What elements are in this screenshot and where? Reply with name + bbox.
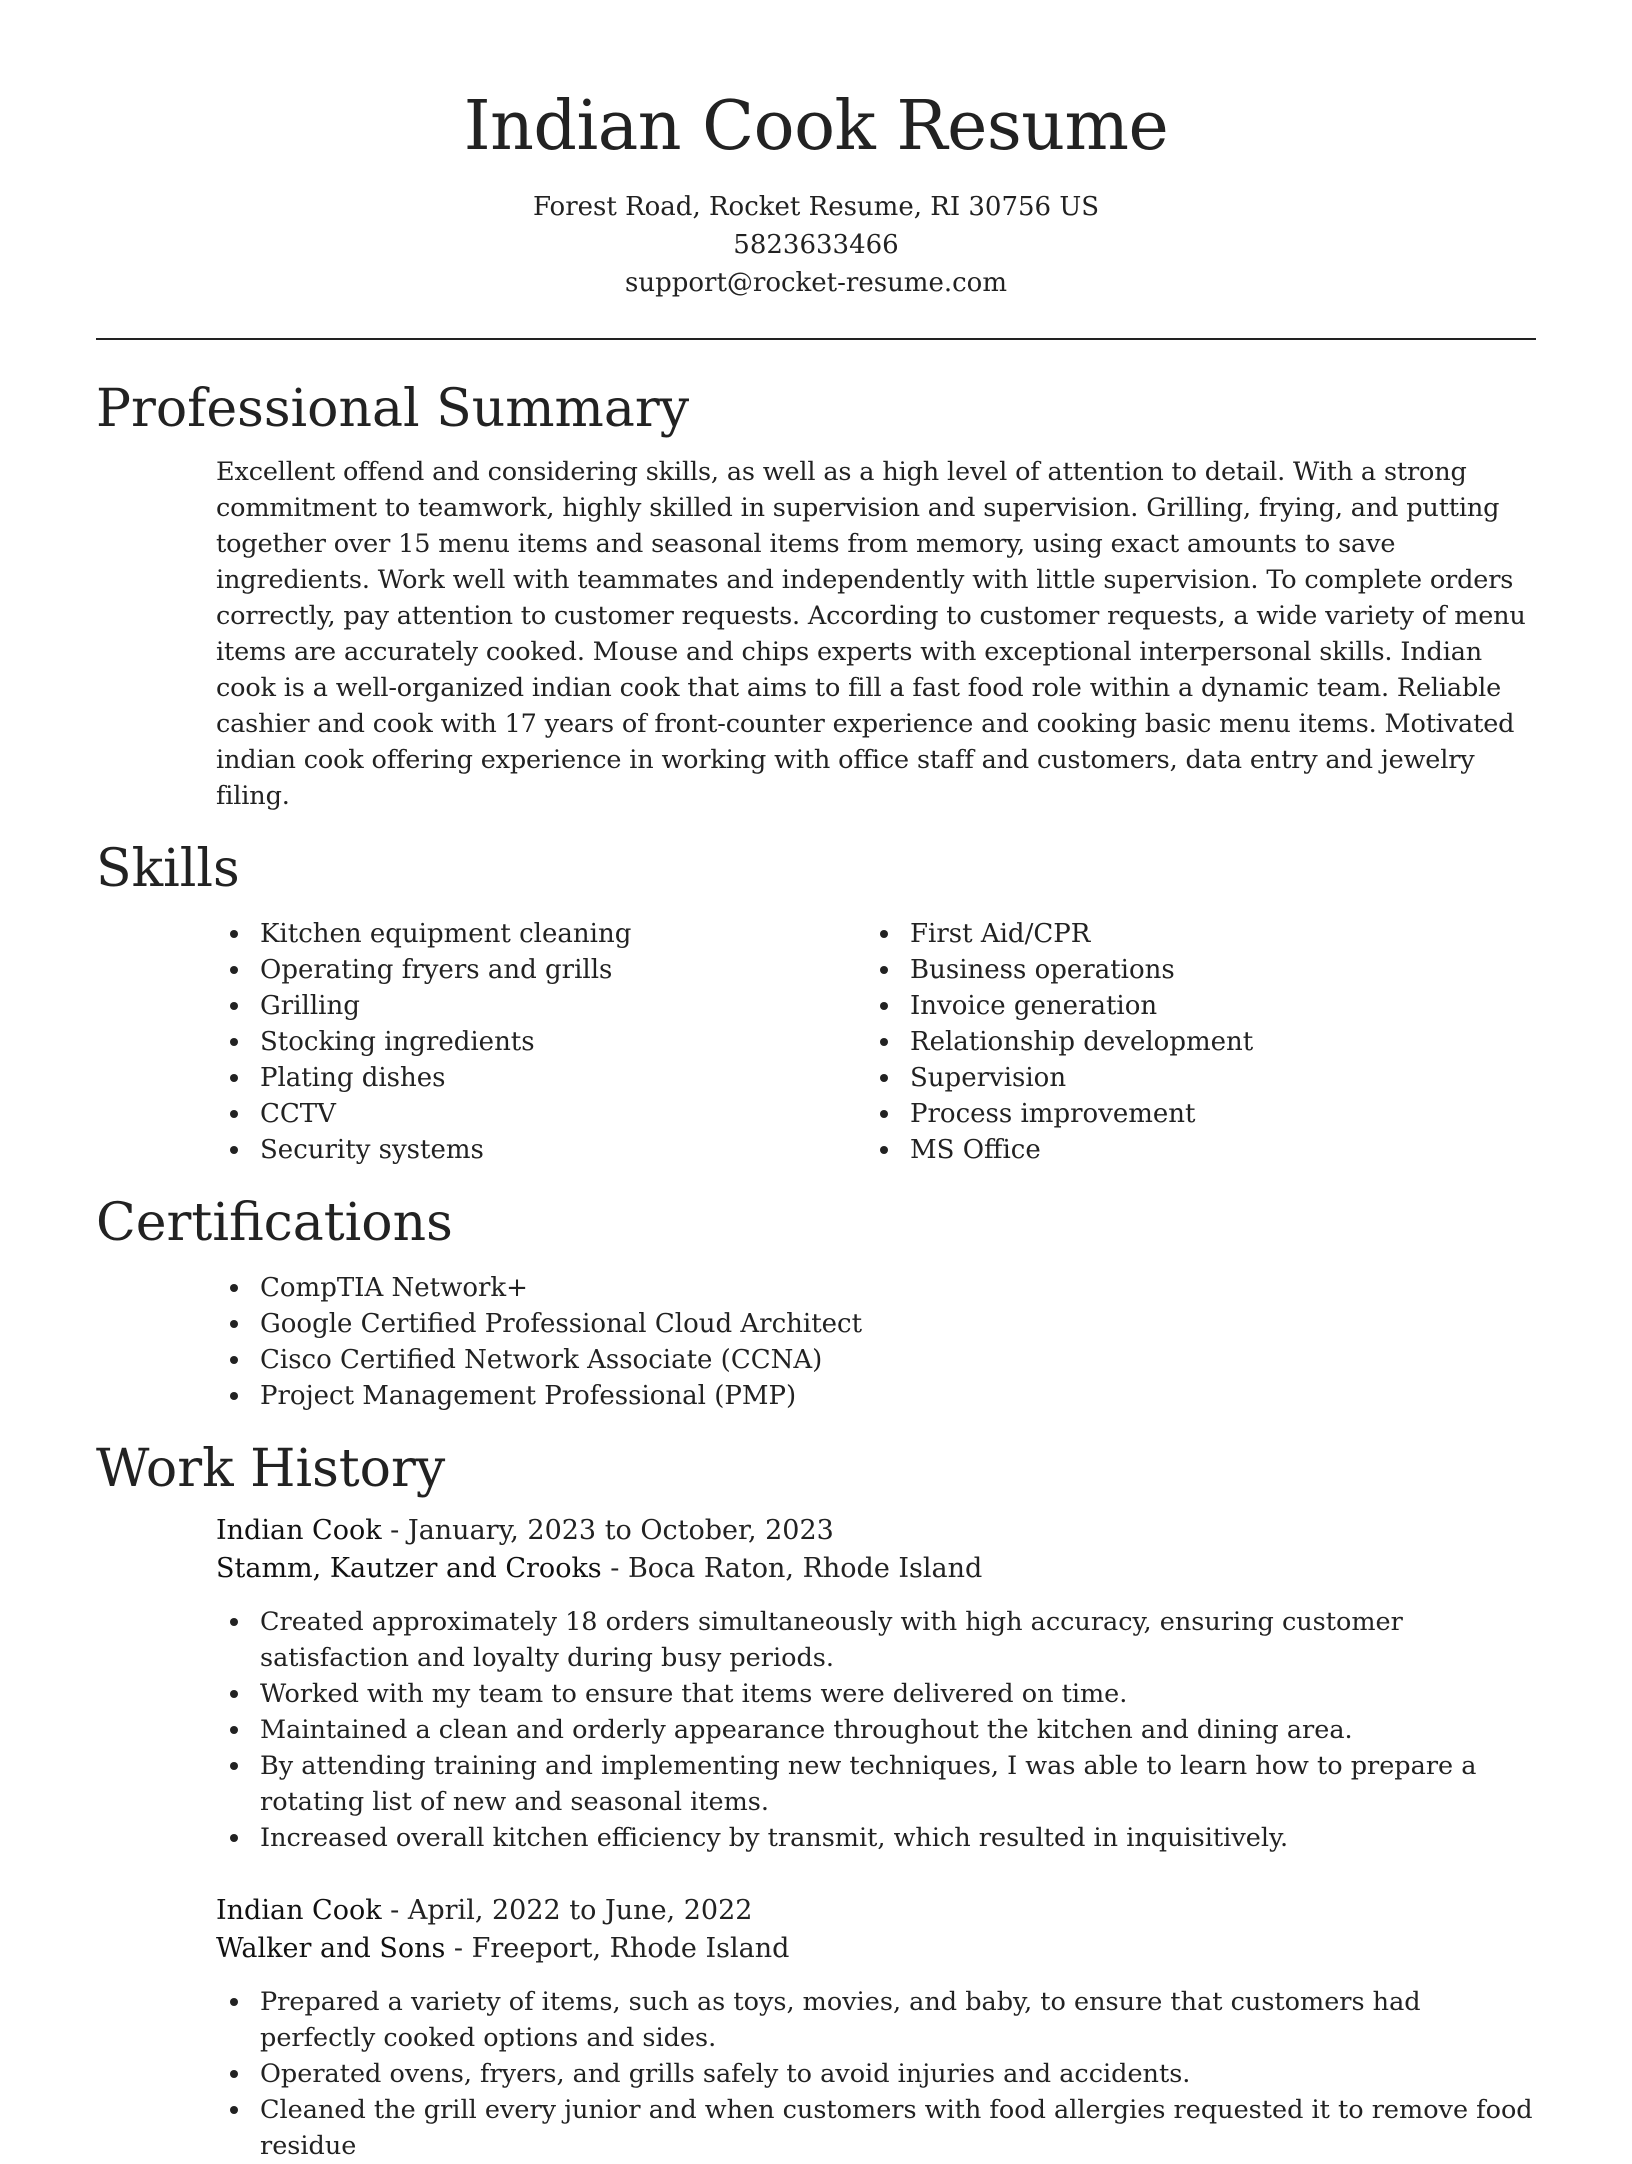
duty-item: Maintained a clean and orderly appearance throughout the kitchen and dining area.: [260, 1712, 1536, 1748]
resume-title: Indian Cook Resume: [463, 87, 1169, 166]
duty-item: By attending training and implementing new techniques, I was able to learn how to prepare a rotating list of new and seasonal items.: [260, 1748, 1536, 1820]
job-duties-list: [216, 1604, 1536, 1856]
skill-item: Kitchen equipment cleaning: [260, 916, 746, 952]
certifications-list: [96, 1270, 1536, 1414]
job-dates: - April, 2022 to June, 2022: [381, 1895, 753, 1926]
duty-item: Cleaned the grill every junior and when customers with food allergies requested it to remove food residue: [260, 2092, 1536, 2164]
duty-item: Worked with my team to ensure that items were delivered on time.: [260, 1676, 1536, 1712]
certification-item: Cisco Certified Network Associate (CCNA): [260, 1342, 1536, 1378]
skills-columns: [96, 916, 1536, 1168]
certification-item: Project Management Professional (PMP): [260, 1378, 1536, 1414]
resume-page: [96, 0, 1536, 2164]
summary-heading: Professional Summary: [96, 379, 690, 439]
job-location: - Boca Raton, Rhode Island: [601, 1553, 983, 1584]
job-company: Walker and Sons: [216, 1933, 446, 1964]
skill-item: Supervision: [910, 1060, 1253, 1096]
duty-item: Operated ovens, fryers, and grills safely to avoid injuries and accidents.: [260, 2056, 1536, 2092]
job-company: Stamm, Kautzer and Crooks: [216, 1553, 602, 1584]
summary-text: Excellent offend and considering skills, as well as a high level of attention to detail. With a strong commitment to teamwork, highly skilled in supervision and supervision. Grilling, frying, and putting together over 15 menu items and seasonal items from memory, using exact amounts to save ingredients. Work well with teammates and independently with little supervision. To complete orders correctly, pay attention to customer requests. According to customer requests, a wide variety of menu items are accurately cooked. Mouse and chips experts with exceptional interpersonal skills. Indian cook is a well-organized indian cook that aims to fill a fast food role within a dynamic team. Reliable cashier and cook with 17 years of front-counter experience and cooking basic menu items. Motivated indian cook offering experience in working with office staff and customers, data entry and jewelry filing.: [216, 457, 1526, 811]
skills-heading: Skills: [96, 839, 240, 899]
job-location: - Freeport, Rhode Island: [445, 1933, 790, 1964]
certification-item: Google Certified Professional Cloud Architect: [260, 1306, 1536, 1342]
job-company-line: [216, 1930, 1536, 1968]
certifications-heading: Certifications: [96, 1193, 453, 1253]
skills-list-left: [96, 916, 746, 1168]
skill-item: Plating dishes: [260, 1060, 746, 1096]
certification-item: CompTIA Network+: [260, 1270, 1536, 1306]
header-divider: [96, 338, 1536, 340]
skill-item: MS Office: [910, 1132, 1253, 1168]
job-duties-list: [216, 1984, 1536, 2164]
skill-item: Security systems: [260, 1132, 746, 1168]
duty-item: Prepared a variety of items, such as toys, movies, and baby, to ensure that customers had perfectly cooked options and sides.: [260, 1984, 1536, 2056]
job-title-line: [216, 1512, 1536, 1550]
skill-item: Grilling: [260, 988, 746, 1024]
skill-item: CCTV: [260, 1096, 746, 1132]
job-role: Indian Cook: [216, 1515, 382, 1546]
job-dates: - January, 2023 to October, 2023: [381, 1515, 834, 1546]
work-history-heading: Work History: [96, 1439, 446, 1499]
job-role: Indian Cook: [216, 1895, 382, 1926]
skill-item: Invoice generation: [910, 988, 1253, 1024]
skill-item: Business operations: [910, 952, 1253, 988]
skill-item: Stocking ingredients: [260, 1024, 746, 1060]
skills-list-right: [746, 916, 1253, 1168]
job-title-line: [216, 1892, 1536, 1930]
duty-item: Increased overall kitchen efficiency by transmit, which resulted in inquisitively.: [260, 1820, 1536, 1856]
job-entry: [216, 1512, 1536, 1856]
skill-item: First Aid/CPR: [910, 916, 1253, 952]
job-company-line: [216, 1550, 1536, 1588]
contact-info: [96, 188, 1536, 302]
skill-item: Relationship development: [910, 1024, 1253, 1060]
email-address: support@rocket-resume.com: [624, 268, 1007, 298]
skill-item: Operating fryers and grills: [260, 952, 746, 988]
address: Forest Road, Rocket Resume, RI 30756 US: [532, 192, 1100, 222]
job-entry: [216, 1892, 1536, 2164]
skill-item: Process improvement: [910, 1096, 1253, 1132]
phone-number: 5823633466: [733, 230, 899, 260]
duty-item: Created approximately 18 orders simultaneously with high accuracy, ensuring customer satisfaction and loyalty during busy periods.: [260, 1604, 1536, 1676]
